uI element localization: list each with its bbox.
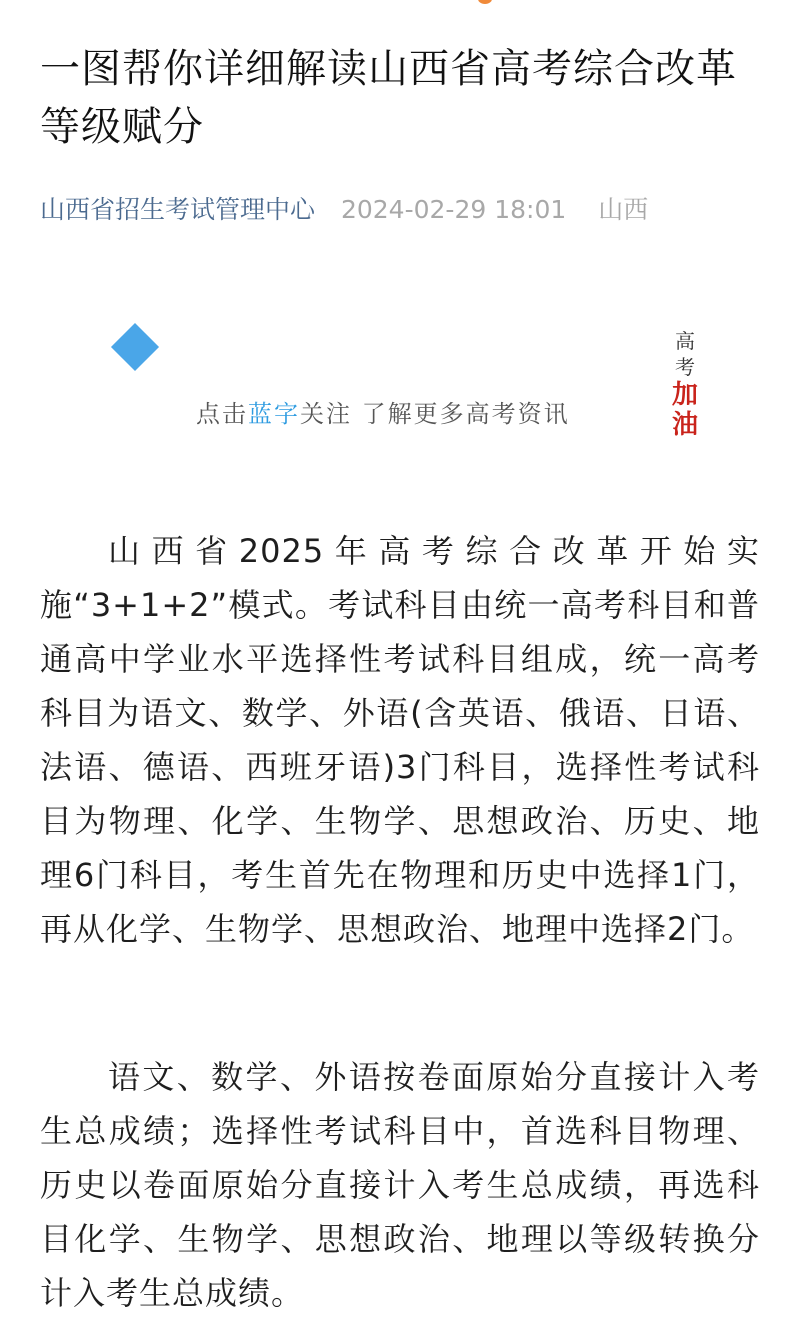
follow-prompt: 点击蓝字关注 了解更多高考资讯 xyxy=(196,400,570,428)
source-account-link[interactable]: 山西省招生考试管理中心 xyxy=(40,195,316,224)
follow-banner xyxy=(110,318,710,448)
diamond-icon xyxy=(111,323,159,371)
body-paragraph: 语文、数学、外语按卷面原始分直接计入考生总成绩；选择性考试科目中，首选科目物理、历史以卷面原始分直接计入考生总成绩，再选科目化学、生物学、思想政治、地理以等级转换分计入考生总成绩。 xyxy=(40,1058,760,1312)
body-paragraph: 山西省2025年高考综合改革开始实施“3+1+2”模式。考试科目由统一高考科目和普通高中学业水平选择性考试科目组成，统一高考科目为语文、数学、外语(含英语、俄语、日语、法语、德语、西班牙语)3门科目，选择性考试科目为物理、化学、生物学、思想政治、历史、地理6门科目，考生首先在物理和历史中选择1门，再从化学、生物学、思想政治、地理中选择2门。 xyxy=(40,532,760,948)
status-dot xyxy=(478,0,492,4)
follow-link[interactable]: 蓝字 xyxy=(248,400,300,428)
vertical-text-line2: 加油 xyxy=(671,380,698,440)
article-meta xyxy=(40,192,780,228)
article-title: 一图帮你详细解读山西省高考综合改革等级赋分 xyxy=(40,46,737,150)
publish-region: 山西 xyxy=(598,195,649,224)
vertical-text-line1: 高考 xyxy=(675,329,695,379)
gaokao-jiayou-stamp xyxy=(670,328,700,440)
publish-date: 2024-02-29 18:01 xyxy=(340,195,567,224)
